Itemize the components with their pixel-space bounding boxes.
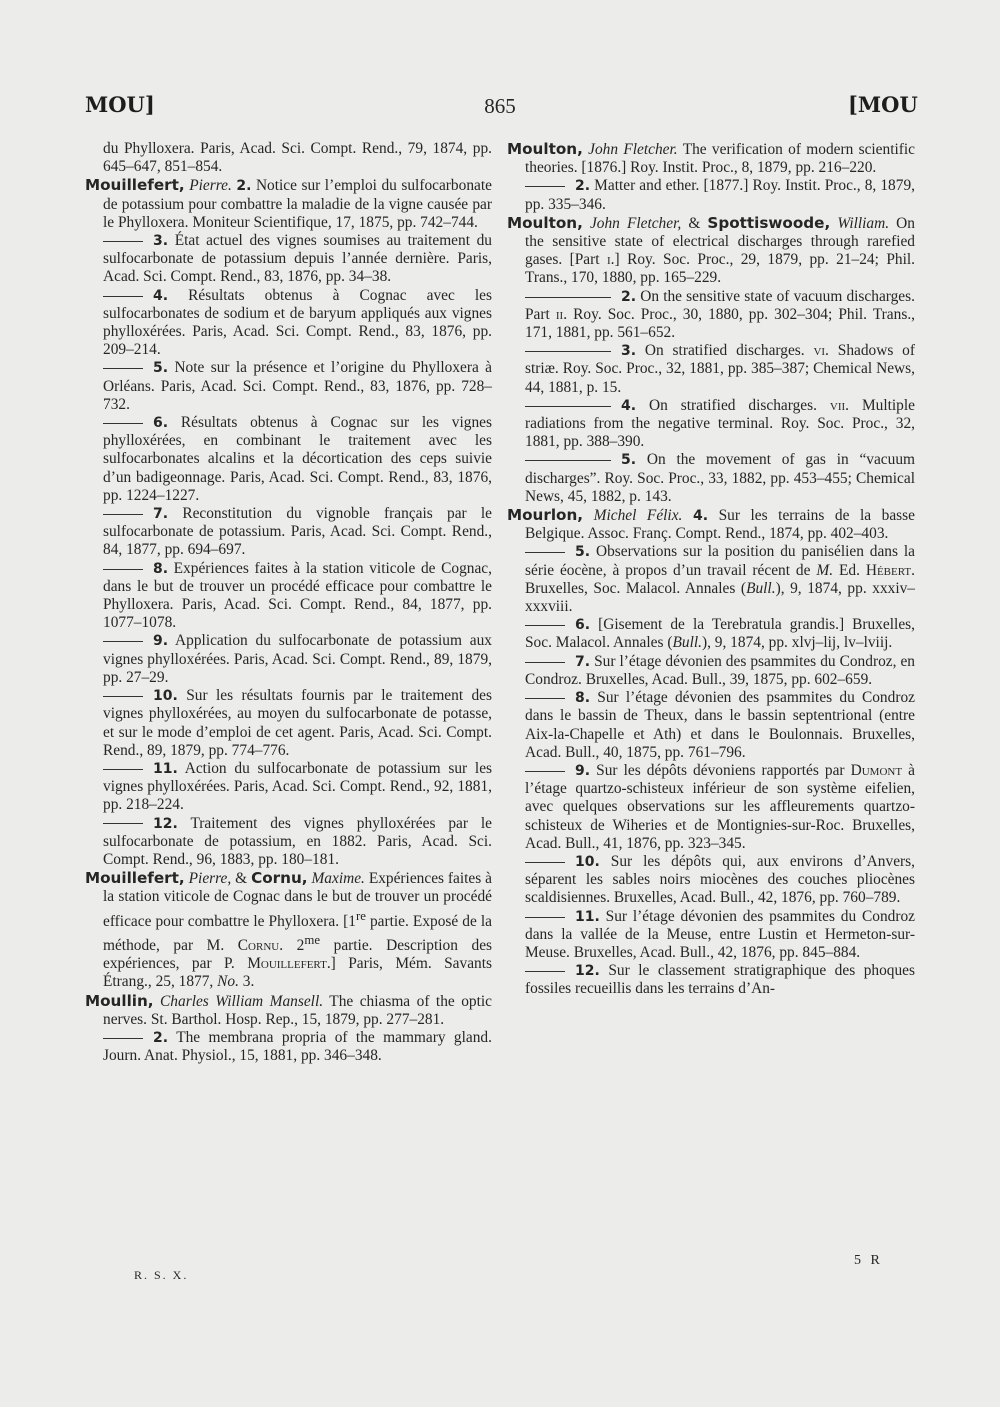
ditto-rule: [525, 698, 565, 699]
ditto-rule: [525, 186, 565, 187]
list-item: 3. On stratified discharges. vi. Shadows of striæ. Roy. Soc. Proc., 32, 1881, pp. 385–387; Chemical News, 44, 1881, p. 15.: [525, 342, 915, 396]
gathering-mark: 5 R: [854, 1253, 883, 1268]
list-item: 11. Sur l’étage dévonien des psammites du Condroz dans la vallée de la Meuse, entre Lustin et Hermeton-sur-Meuse. Bruxelles, Acad. Bull., 42, 1876, pp. 845–884.: [525, 907, 915, 961]
list-item: 10. Sur les dépôts qui, aux environs d’Anvers, séparent les sables noirs miocènes des couches pliocènes scaldisiennes. Bruxelles, Acad. Bull., 42, 1876, pp. 760–789.: [525, 852, 915, 907]
author-entry-moulton-spottiswoode: Moulton, John Fletcher, & Spottiswoode, William. On the sensitive state of electrical discharges through rarefied gases. [Part i.] Roy. Soc. Proc., 29, 1879, pp. 21–24; Phil. Trans., 170, 1880, pp. 165–229.: [507, 213, 916, 287]
running-head-left: MOU]: [85, 92, 155, 117]
list-item: 7. Reconstitution du vignoble français par le sulfocarbonate de potassium. Paris, Acad. Sci. Compt. Rend., 84, 1877, pp. 694–697.: [103, 505, 492, 559]
author-entry-mouillefert: [85, 176, 492, 232]
ditto-rule: [103, 641, 143, 642]
list-item: 12. Sur le classement stratigraphique des phoques fossiles recueillis dans les terrains d’An-: [525, 962, 915, 998]
right-column: [507, 140, 915, 999]
list-item: 7. Sur l’étage dévonien des psammites du Condroz, en Condroz. Bruxelles, Acad. Bull., 39, 1875, pp. 602–659.: [525, 652, 915, 688]
ditto-rule: [525, 971, 565, 972]
list-item: 11. Action du sulfocarbonate de potassium sur les vignes phylloxérées. Paris, Acad. Sci. Compt. Rend., 92, 1881, pp. 218–224.: [103, 759, 493, 814]
ditto-rule: [525, 625, 565, 626]
entry-number: 2.: [236, 178, 252, 195]
author-entry-mouillefert-cornu: Mouillefert, Pierre, & Cornu, Maxime. Expériences faites à la station viticole de Cognac dans le but de trouver un procédé efficace pour combattre le Phylloxera. [1re partie. Exposé de la méthode, par M. Cornu. $2^{me}$ partie. Description des expériences, par P. Mouillefert.] Paris, Mém. Savants Étrang., 25, 1877, No. 3.: [85, 869, 493, 991]
ditto-rule: [103, 823, 143, 824]
list-item: 2. On the sensitive state of vacuum discharges. Part ii. Roy. Soc. Proc., 30, 1880, pp. 302–304; Phil. Trans., 171, 1881, pp. 561–652.: [525, 287, 916, 342]
ditto-rule: [525, 406, 611, 407]
ditto-rule: [103, 296, 143, 297]
author-entry-moullin: Moullin, Charles William Mansell. The chiasma of the optic nerves. St. Barthol. Hosp. Rep., 15, 1879, pp. 277–281.: [85, 991, 492, 1028]
list-item: 6. Résultats obtenus à Cognac sur les vignes phylloxérées, en combinant le traitement avec les sulfocarbonates alcalins et la décortication des ceps suivie d’un badigeonnage. Paris, Acad. Sci. Compt. Rend., 83, 1876, pp. 1224–1227.: [103, 414, 492, 504]
ditto-rule: [525, 552, 565, 553]
signature-mark: R. S. X.: [134, 1268, 189, 1282]
ditto-rule: [103, 241, 143, 242]
list-item: 3. État actuel des vignes soumises au traitement du sulfocarbonate de potassium depuis l’année dernière. Paris, Acad. Sci. Compt. Rend., 83, 1876, pp. 34–38.: [103, 232, 492, 286]
list-item: 2. The membrana propria of the mammary gland. Journ. Anat. Physiol., 15, 1881, pp. 346–348.: [103, 1029, 492, 1065]
running-head-right: [MOU: [848, 92, 918, 117]
page-number: 865: [484, 94, 516, 118]
ditto-rule: [103, 696, 143, 697]
list-item: 2. Matter and ether. [1877.] Roy. Instit. Proc., 8, 1879, pp. 335–346.: [525, 177, 915, 213]
list-item: 4. On stratified discharges. vii. Multiple radiations from the negative terminal. Roy. Soc. Proc., 32, 1881, pp. 388–390.: [525, 396, 915, 451]
ditto-rule: [525, 297, 611, 298]
ditto-rule: [103, 1038, 143, 1039]
ditto-rule: [103, 769, 143, 770]
ditto-rule: [525, 771, 565, 772]
ditto-rule: [525, 662, 565, 663]
author-entry-moulton: Moulton, John Fletcher. The verification of modern scientific theories. [1876.] Roy. Instit. Proc., 8, 1879, pp. 216–220.: [507, 140, 915, 177]
author-name: Mouillefert,: [85, 176, 185, 195]
entry-continuation: du Phylloxera. Paris, Acad. Sci. Compt. Rend., 79, 1874, pp. 645–647, 851–854.: [103, 140, 492, 176]
list-item: 9. Application du sulfocarbonate de potassium aux vignes phylloxérées. Paris, Acad. Sci. Compt. Rend., 89, 1879, pp. 27–29.: [103, 632, 492, 686]
list-item: 8. Sur l’étage dévonien des psammites du Condroz dans le bassin de Theux, dans le bassin septentrional (entre Aix-la-Chapelle et Ath) et dans le Boulonnais. Bruxelles, Acad. Bull., 40, 1875, pp. 761–796.: [525, 689, 915, 761]
ditto-rule: [525, 460, 611, 461]
list-item: 6. [Gisement de la Terebratula grandis.] Bruxelles, Soc. Malacol. Annales (Bull.), 9, 1874, pp. xlvj–lij, lv–lviij.: [525, 616, 915, 652]
ditto-rule: [525, 351, 611, 352]
left-column: [85, 140, 492, 1065]
ditto-rule: [103, 423, 143, 424]
list-item: 10. Sur les résultats fournis par le traitement des vignes phylloxérées, au moyen du sulfocarbonate de potasse, et sur le mode d’emploi de cet agent. Paris, Acad. Sci. Compt. Rend., 89, 1879, pp. 774–776.: [103, 687, 492, 759]
ditto-rule: [103, 368, 143, 369]
ditto-rule: [103, 514, 143, 515]
ditto-rule: [525, 917, 565, 918]
author-entry-mourlon: Mourlon, Michel Félix. 4. Sur les terrains de la basse Belgique. Assoc. Franç. Compt. Rend., 1874, pp. 402–403.: [507, 506, 915, 543]
ditto-rule: [103, 569, 143, 570]
list-item: 12. Traitement des vignes phylloxérées par le sulfocarbonate de potassium, en 1882. Paris, Acad. Sci. Compt. Rend., 96, 1883, pp. 180–181.: [103, 814, 492, 868]
list-item: 5. Note sur la présence et l’origine du Phylloxera à Orléans. Paris, Acad. Sci. Compt. Rend., 83, 1876, pp. 728–732.: [103, 359, 492, 413]
list-item: 5. On the movement of gas in “vacuum discharges”. Roy. Soc. Proc., 33, 1882, pp. 453–455; Chemical News, 45, 1882, p. 143.: [525, 451, 915, 505]
ditto-rule: [525, 862, 565, 863]
entry-text: Notice sur l’emploi du sulfocarbonate de potassium pour combattre la maladie de la vigne causée par le Phylloxera. Moniteur Scientifique, 17, 1875, pp. 742–744.: [103, 177, 492, 231]
list-item: 9. Sur les dépôts dévoniens rapportés par Dumont à l’étage quartzo-schisteux inférieur de son système eifelien, avec quelques observations sur les affleurements quartzo-schisteux de Wiheries et de Montignies-sur-Roc. Bruxelles, Acad. Bull., 41, 1876, pp. 323–345.: [525, 761, 915, 852]
list-item: 4. Résultats obtenus à Cognac avec les sulfocarbonates de sodium et de baryum appliqués aux vignes phylloxérées. Paris, Acad. Sci. Compt. Rend., 83, 1876, pp. 209–214.: [103, 286, 492, 359]
author-given-name: Pierre.: [189, 177, 232, 195]
list-item: 8. Expériences faites à la station viticole de Cognac, dans le but de trouver un procédé efficace pour combattre le Phylloxera. Paris, Acad. Sci. Compt. Rend., 84, 1877, pp. 1077–1078.: [103, 559, 492, 632]
list-item: 5. Observations sur la position du panisélien dans la série éocène, à propos d’un travail récent de M. Ed. Hébert. Bruxelles, Soc. Malacol. Annales (Bull.), 9, 1874, pp. xxxiv–xxxviii.: [525, 543, 916, 616]
